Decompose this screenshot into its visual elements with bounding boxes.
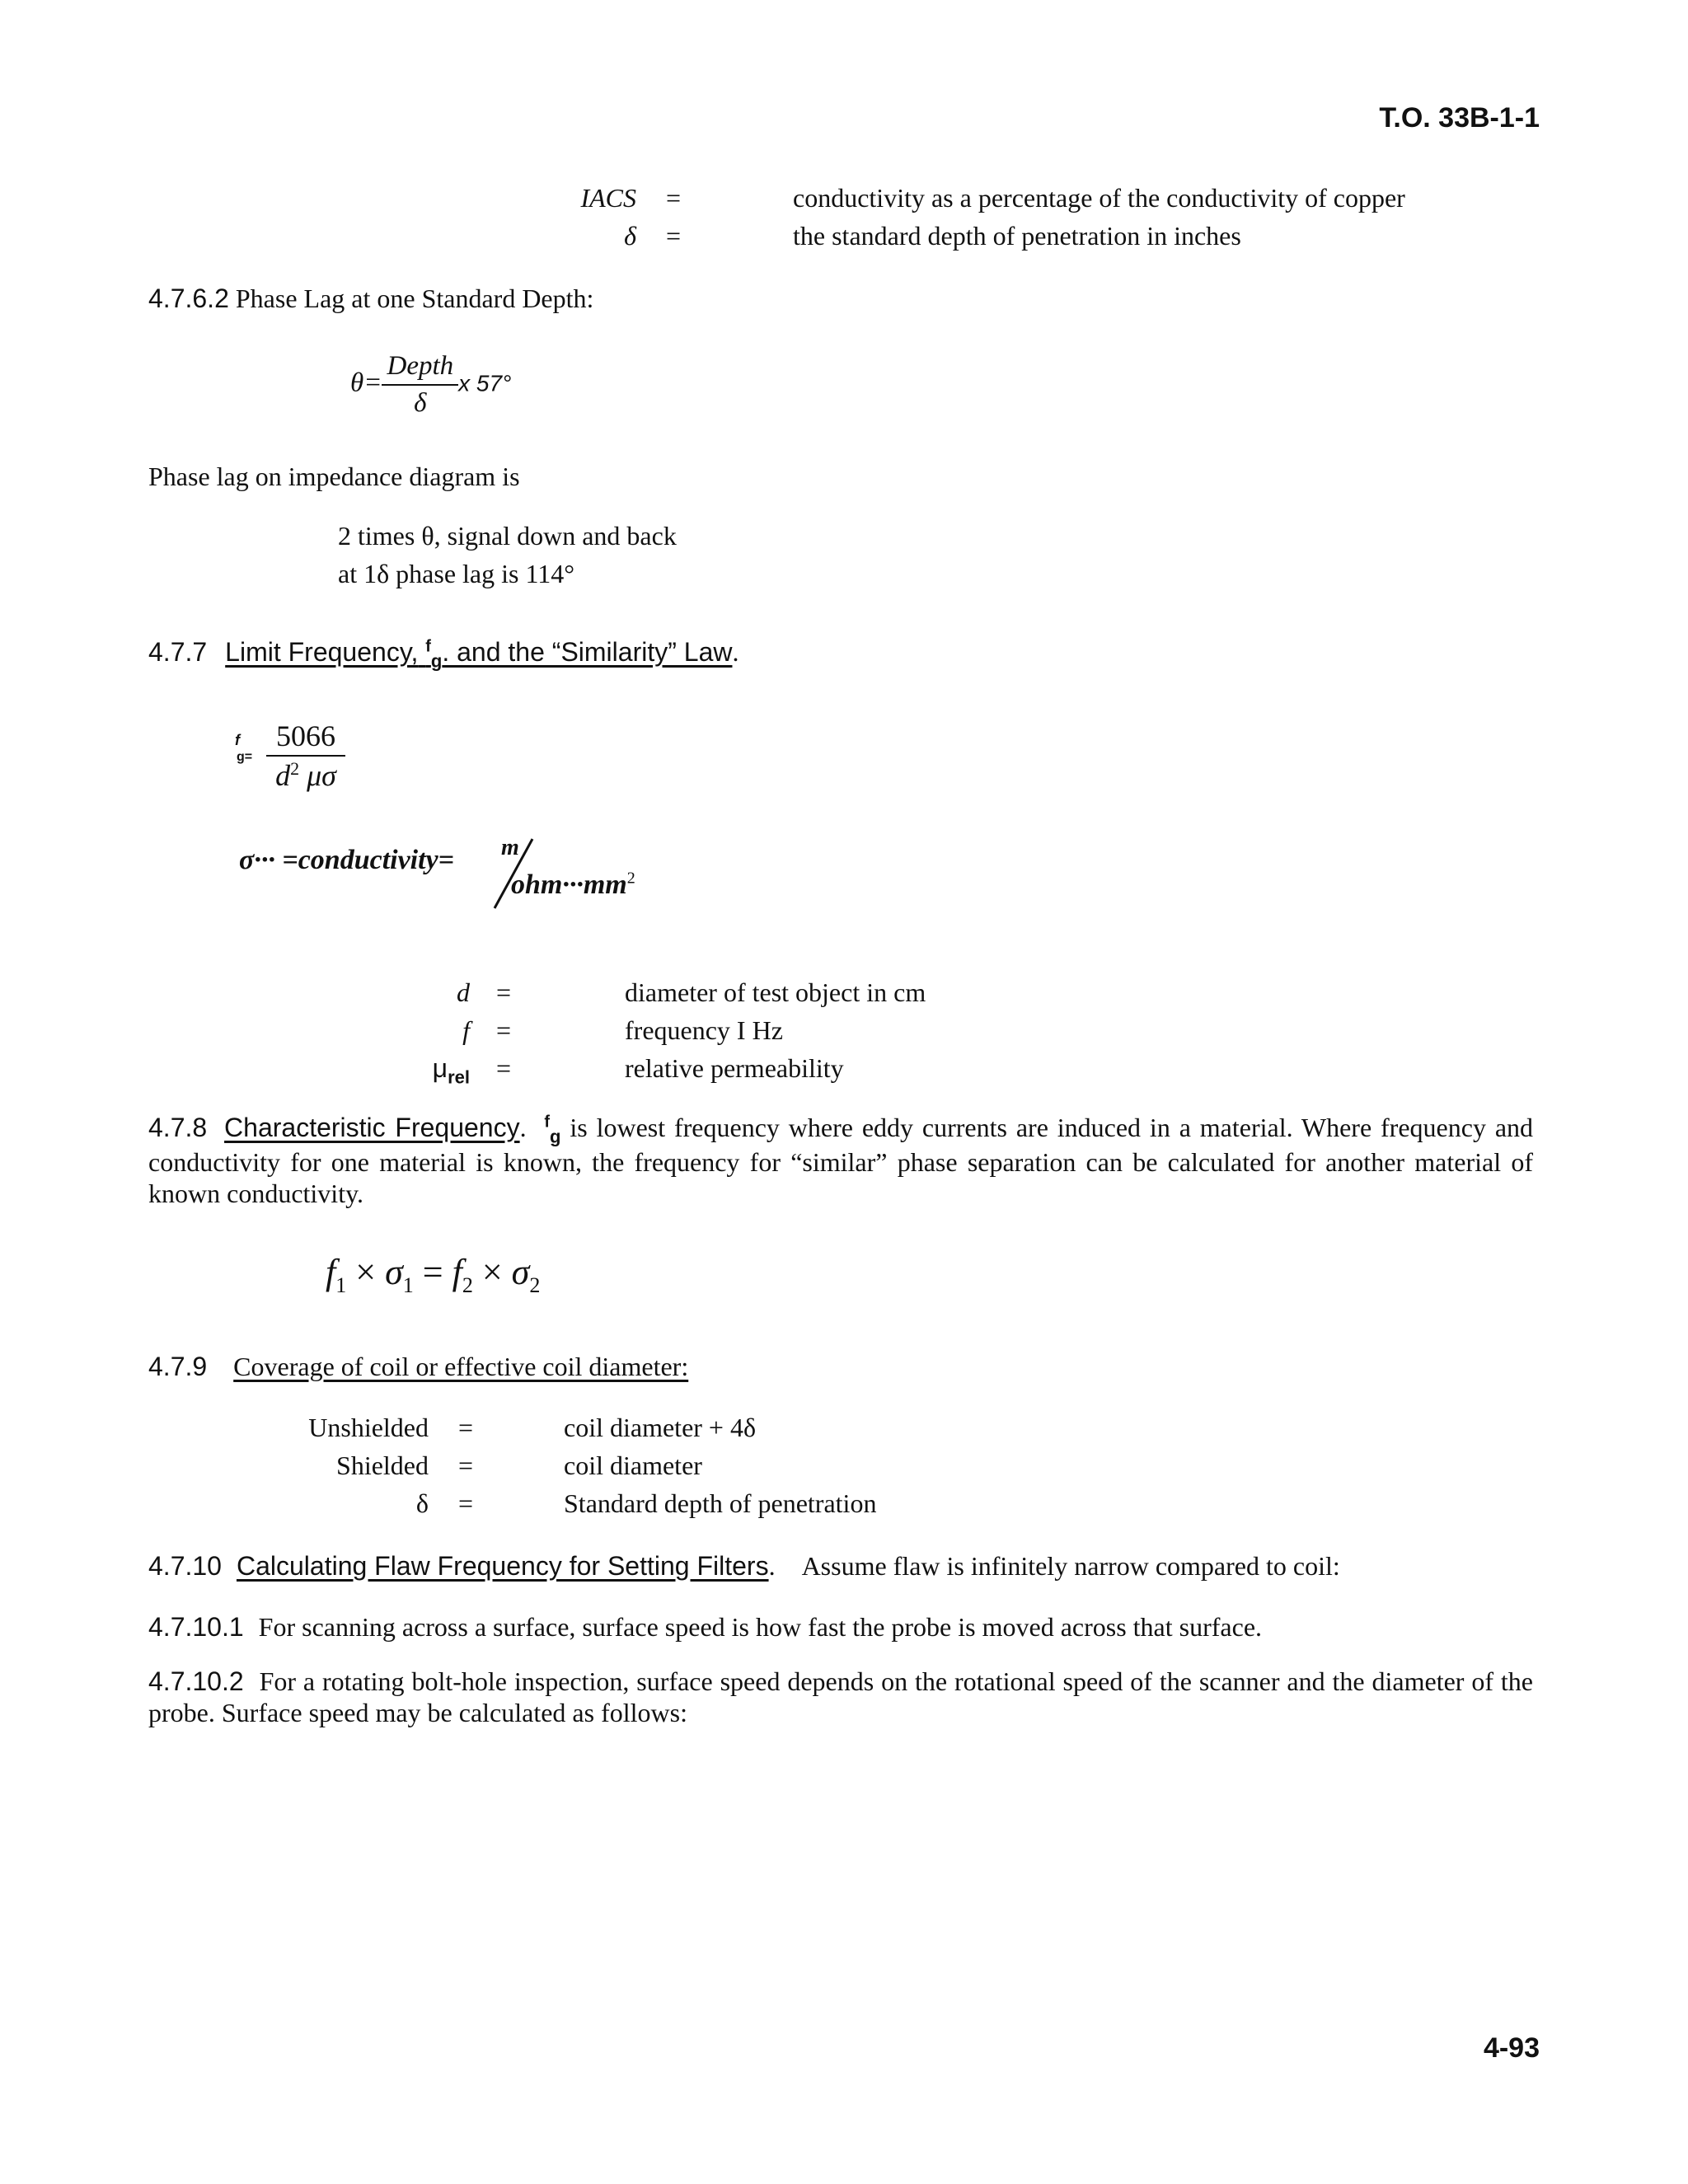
definition-description: the standard depth of penetration in inches	[793, 221, 1241, 251]
denominator-exponent: 2	[290, 758, 300, 780]
equation-fraction	[382, 350, 458, 419]
symbol-f: f	[544, 1113, 551, 1132]
equation-tail: x 57°	[458, 370, 512, 396]
section-number: 4.7.10.2	[148, 1666, 244, 1696]
fraction-numerator: Depth	[382, 350, 458, 386]
conductivity-exponent: 2	[626, 869, 635, 888]
phase-lag-line-2: at 1δ phase lag is 114°	[338, 559, 575, 588]
eq-f2: f	[452, 1252, 462, 1292]
definition-equals: =	[666, 221, 682, 251]
definition-equals: =	[458, 1413, 474, 1442]
heading-end: .	[768, 1551, 776, 1581]
heading-g: g	[430, 650, 443, 672]
document-header: T.O. 33B-1-1	[1379, 102, 1540, 134]
definition-description: frequency I Hz	[625, 1015, 783, 1045]
section-text: Assume flaw is infinitely narrow compared to coil:	[801, 1551, 1340, 1581]
eq-sigma1: σ	[385, 1252, 403, 1292]
heading-text: Limit Frequency,	[225, 637, 419, 667]
definition-description: Standard depth of penetration	[564, 1488, 877, 1518]
heading-f: f	[425, 637, 431, 656]
heading-text: . and the “Similarity” Law	[442, 637, 733, 667]
conductivity-m: m	[501, 835, 519, 860]
symbol-subscript: rel	[448, 1066, 470, 1088]
equation-lhs: θ=	[350, 368, 382, 398]
eq-sub-1a: 1	[335, 1272, 347, 1297]
conductivity-den: ohm···mm	[511, 869, 627, 900]
definition-description: coil diameter + 4δ	[564, 1413, 757, 1442]
eq-times: ×	[472, 1252, 512, 1292]
denominator-d: d	[275, 759, 291, 793]
section-4-7-10-1	[148, 1612, 1262, 1643]
phase-lag-intro: Phase lag on impedance diagram is	[148, 462, 520, 491]
section-number: 4.7.7	[148, 637, 208, 667]
similarity-equation	[326, 1251, 540, 1298]
definition-symbol	[363, 1053, 470, 1088]
definition-description: conductivity as a percentage of the conductivity of copper	[793, 183, 1405, 213]
heading-end: .	[519, 1113, 527, 1142]
definition-symbol: Shielded	[336, 1451, 429, 1480]
definition-description: relative permeability	[625, 1053, 844, 1083]
definition-symbol: IACS	[580, 183, 636, 213]
definition-symbol: δ	[415, 1488, 429, 1518]
phase-lag-equation	[350, 350, 511, 419]
eq-sub-2b: 2	[529, 1272, 541, 1297]
section-heading: Calculating Flaw Frequency for Setting Filters	[236, 1551, 769, 1581]
section-number: 4.7.10.1	[148, 1612, 244, 1642]
definition-description: coil diameter	[564, 1451, 702, 1480]
equation-equals: =	[244, 750, 253, 764]
conductivity-lhs: σ··· =conductivity=	[239, 845, 455, 875]
definition-description: diameter of test object in cm	[625, 977, 926, 1007]
section-text: Phase Lag at one Standard Depth:	[235, 284, 594, 313]
section-4-7-10-2	[148, 1666, 1533, 1729]
eq-sigma2: σ	[511, 1252, 530, 1292]
definition-symbol: δ	[624, 221, 636, 251]
definition-equals: =	[496, 977, 512, 1007]
equation-g: g	[237, 750, 245, 764]
conductivity-denominator	[511, 869, 635, 902]
symbol-g: g	[550, 1126, 561, 1147]
definition-equals: =	[496, 1053, 512, 1083]
fraction-denominator	[275, 757, 336, 793]
definition-symbol: f	[462, 1015, 470, 1045]
section-4-7-9-heading	[148, 1352, 688, 1383]
section-4-7-7-heading	[148, 637, 738, 672]
equation-f: f	[235, 732, 240, 748]
section-text: is lowest frequency where eddy currents are induced in a material. Where frequency and conductivity for one material is known, the frequency for “similar” phase separation can be calculated for another material of known conductivity.	[148, 1113, 1534, 1209]
definition-equals: =	[458, 1488, 474, 1518]
section-heading: Coverage of coil or effective coil diameter:	[233, 1352, 689, 1381]
definition-symbol: Unshielded	[308, 1413, 429, 1442]
section-number: 4.7.8	[148, 1113, 208, 1142]
equation-fraction	[266, 719, 345, 794]
section-heading	[225, 637, 733, 672]
definition-equals: =	[496, 1015, 512, 1045]
page-number: 4-93	[1483, 2032, 1540, 2064]
phase-lag-line-1: 2 times θ, signal down and back	[338, 521, 677, 551]
eq-sub-1b: 1	[402, 1272, 414, 1297]
section-heading: Characteristic Frequency	[224, 1113, 520, 1142]
section-text: For scanning across a surface, surface speed is how fast the probe is moved across that surface.	[258, 1612, 1263, 1642]
section-4-7-8	[148, 1113, 1533, 1210]
section-number: 4.7.6.2	[148, 284, 229, 313]
eq-times: ×	[346, 1252, 386, 1292]
denominator-rest: μσ	[299, 759, 336, 793]
symbol-mu: μ	[432, 1053, 448, 1083]
section-number: 4.7.10	[148, 1551, 222, 1581]
section-4-7-10	[148, 1551, 1340, 1582]
heading-end: .	[732, 637, 739, 667]
eq-f1: f	[326, 1252, 336, 1292]
fraction-numerator: 5066	[266, 719, 345, 757]
eq-sub-2a: 2	[462, 1272, 473, 1297]
equation-g-eq	[237, 750, 252, 766]
definition-symbol: d	[457, 977, 470, 1007]
definition-equals: =	[458, 1451, 474, 1480]
fraction-denominator: δ	[414, 387, 427, 418]
eq-equals: =	[413, 1252, 452, 1292]
section-4-7-6-2	[148, 284, 593, 315]
section-text: For a rotating bolt-hole inspection, surface speed depends on the rotational speed of the scanner and the diameter of the probe. Surface speed may be calculated as follows:	[148, 1666, 1534, 1727]
section-number: 4.7.9	[148, 1352, 208, 1381]
definition-equals: =	[666, 183, 682, 213]
conductivity-equation	[239, 834, 668, 916]
